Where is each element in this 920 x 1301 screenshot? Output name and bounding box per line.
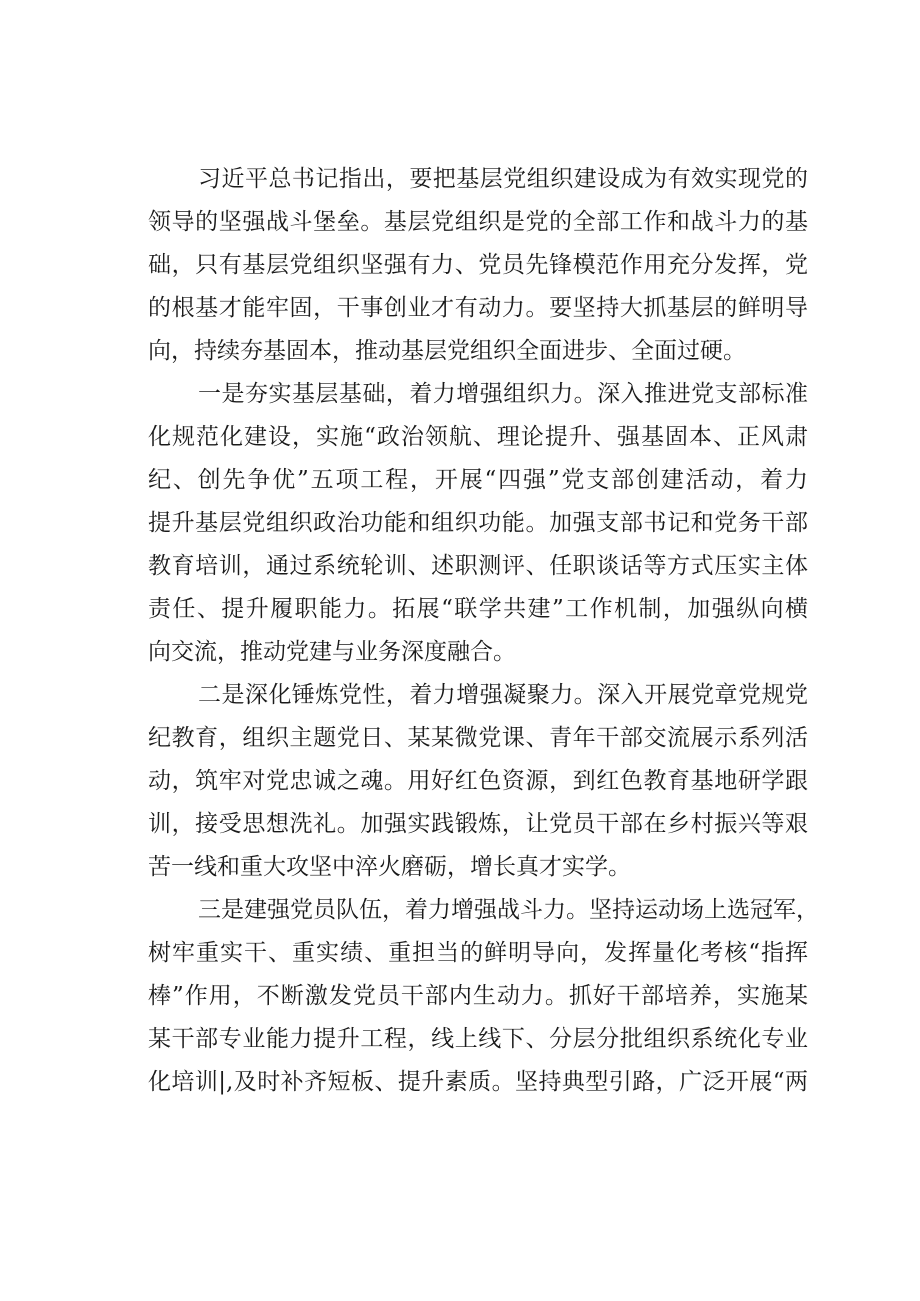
paragraph-2-line-1: 一是夯实基层基础，着力增强组织力。深入推进党支部标准 xyxy=(198,381,808,407)
paragraph-3-line-1: 二是深化锤炼党性，着力增强凝聚力。深入开展党章党规党 xyxy=(198,682,808,708)
paragraph-2-line-2: 化规范化建设，实施“政治领航、理论提升、强基固本、正风肃 xyxy=(148,424,808,450)
paragraph-3-line-4: 训，接受思想洗礼。加强实践锻炼，让党员干部在乡村振兴等艰 xyxy=(148,811,808,837)
paragraph-4-line-1: 三是建强党员队伍，着力增强战斗力。坚持运动场上选冠军， xyxy=(198,897,819,923)
paragraph-1-line-2: 领导的坚强战斗堡垒。基层党组织是党的全部工作和战斗力的基 xyxy=(148,209,808,235)
paragraph-3-line-5: 苦一线和重大攻坚中淬火磨砺，增长真才实学。 xyxy=(148,854,631,880)
paragraph-1-line-4: 的根基才能牢固，干事创业才有动力。要坚持大抓基层的鲜明导 xyxy=(148,295,808,321)
paragraph-1-line-5: 向，持续夯基固本，推动基层党组织全面进步、全面过硬。 xyxy=(148,338,746,364)
paragraph-4-line-4: 某干部专业能力提升工程，线上线下、分层分批组织系统化专业 xyxy=(148,1026,808,1052)
paragraph-4-line-2: 树牢重实干、重实绩、重担当的鲜明导向，发挥量化考核“指挥 xyxy=(148,940,808,966)
paragraph-2-line-7: 向交流，推动党建与业务深度融合。 xyxy=(148,639,516,665)
paragraph-2-line-6: 责任、提升履职能力。拓展“联学共建”工作机制，加强纵向横 xyxy=(148,596,808,622)
paragraph-1-line-1: 习近平总书记指出，要把基层党组织建设成为有效实现党的 xyxy=(198,166,808,192)
paragraph-1-line-3: 础，只有基层党组织坚强有力、党员先锋模范作用充分发挥，党 xyxy=(148,252,808,278)
paragraph-4-line-5: 化培训|,及时补齐短板、提升素质。坚持典型引路，广泛开展“两 xyxy=(148,1069,808,1095)
paragraph-4-line-3: 棒”作用，不断激发党员干部内生动力。抓好干部培养，实施某 xyxy=(148,983,808,1009)
paragraph-2-line-4: 提升基层党组织政治功能和组织功能。加强支部书记和党务干部 xyxy=(148,510,808,536)
paragraph-2-line-3: 纪、创先争优”五项工程，开展“四强”党支部创建活动，着力 xyxy=(148,467,808,493)
paragraph-3-line-2: 纪教育，组织主题党日、某某微党课、青年干部交流展示系列活 xyxy=(148,725,808,751)
paragraph-3-line-3: 动，筑牢对党忠诚之魂。用好红色资源，到红色教育基地研学跟 xyxy=(148,768,808,794)
paragraph-2-line-5: 教育培训，通过系统轮训、述职测评、任职谈话等方式压实主体 xyxy=(148,553,808,579)
